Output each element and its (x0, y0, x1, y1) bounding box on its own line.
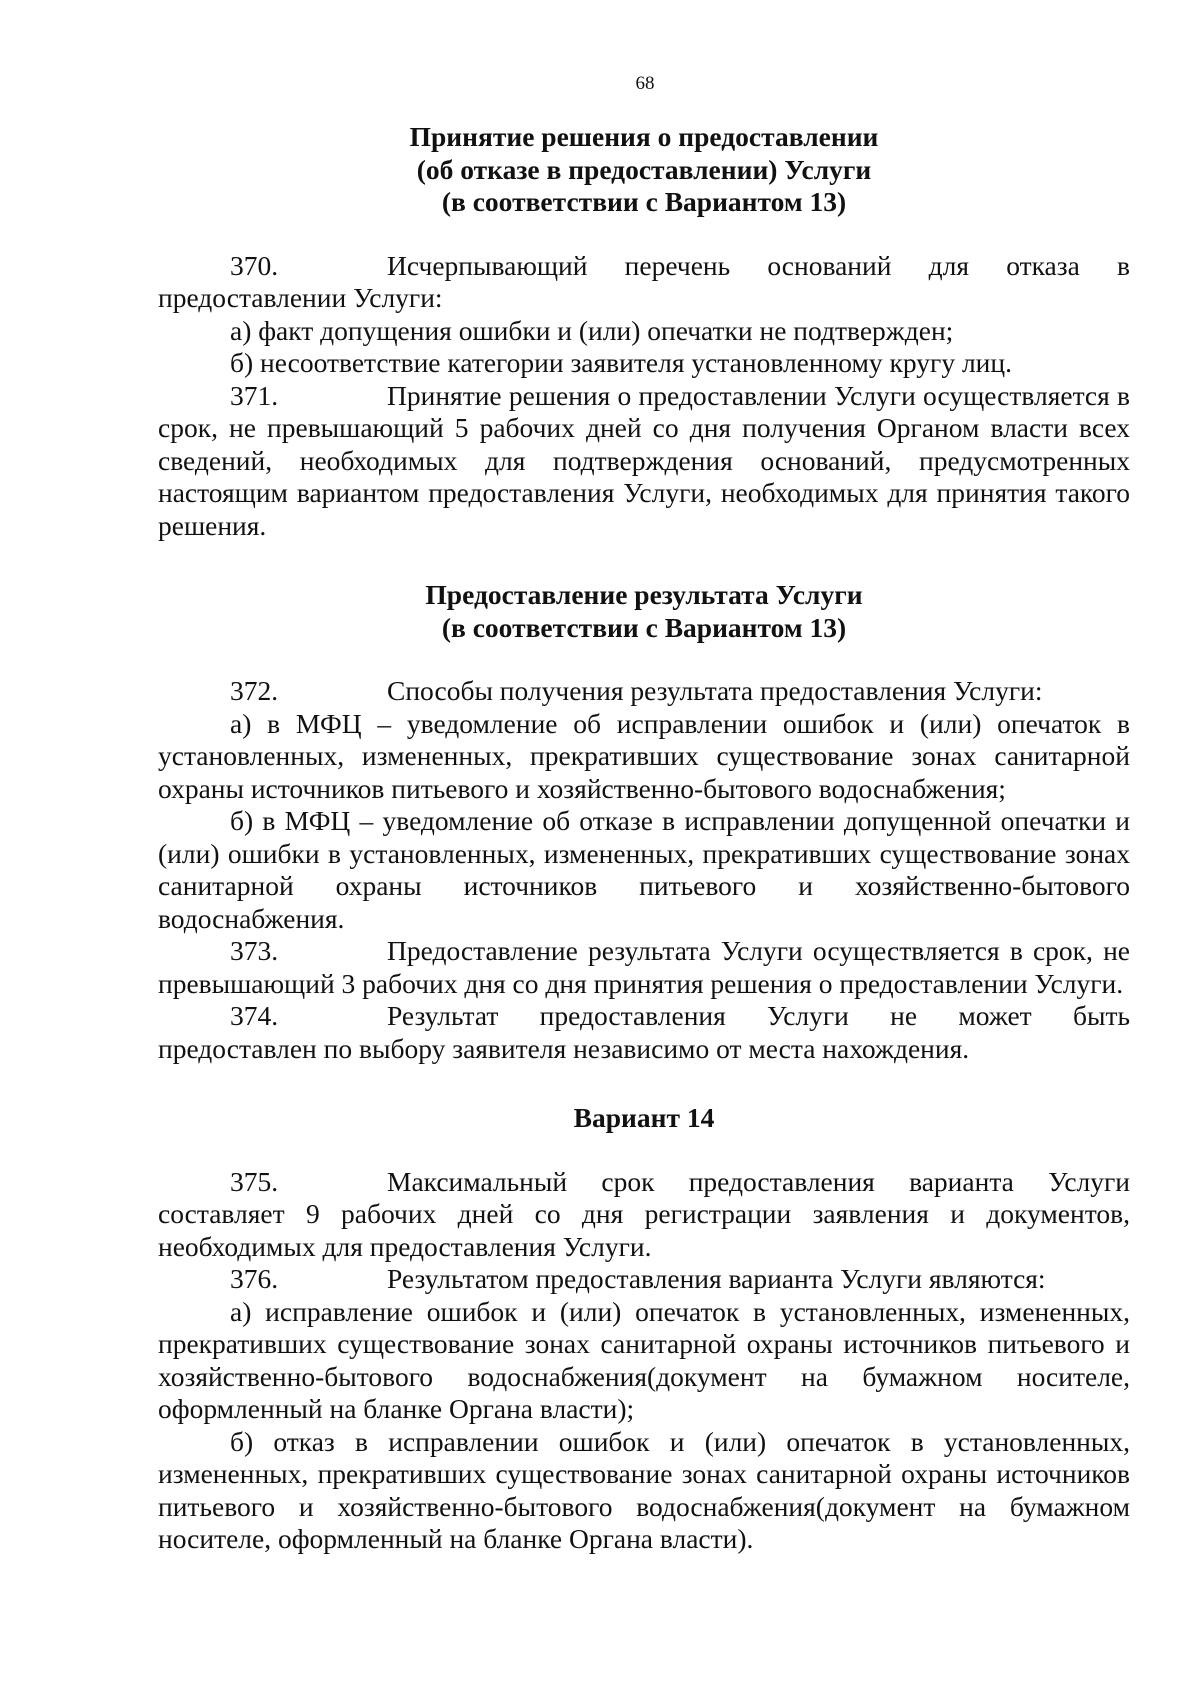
section-heading-decision (158, 121, 1130, 219)
paragraph-372-item-a: а) в МФЦ – уведомление об исправлении ошибок и (или) опечаток в установленных, измененных, прекративших существование зонах санитарной охраны источников питьевого и хозяйственно-бытового водоснабжения; (158, 707, 1130, 804)
section-heading-result (158, 579, 1130, 644)
paragraph-text: Результат предоставления Услуги не может быть (387, 1000, 1130, 1031)
paragraph-370-item-a: а) факт допущения ошибки и (или) опечатки не подтвержден; (230, 314, 954, 346)
paragraph-370-item-b: б) несоответствие категории заявителя установленному кругу лиц. (230, 347, 1012, 378)
paragraph-text: Принятие решения о предоставлении Услуги осуществляется в срок, не превышающий 5 рабочих дней со дня получения Органом власти всех сведений, необходимых для подтверждения оснований, предусмотренных настоящим вариантом предоставления Услуги, необходимых для принятия такого решения. (158, 379, 1130, 541)
paragraph-373 (158, 935, 1130, 1000)
page-number: 68 (635, 73, 655, 94)
paragraph-376-item-b: б) отказ в исправлении ошибок и (или) опечаток в установленных, измененных, прекративших существование зонах санитарной охраны источников питьевого и хозяйственно-бытового водоснабжения(документ на бумажном носителе, оформленный на бланке Органа власти). (158, 1425, 1130, 1554)
paragraph-number: 370. (230, 249, 279, 281)
paragraph-374-rest: предоставлен по выбору заявителя независимо от места нахождения. (158, 1032, 970, 1064)
section-heading-variant-14 (158, 1102, 1130, 1135)
paragraph-370-first-line (158, 250, 1130, 283)
paragraph-372 (158, 675, 1130, 708)
heading-line: (об отказе в предоставлении) Услуги (416, 153, 872, 185)
paragraph-371 (158, 380, 1130, 543)
paragraph-375 (158, 1166, 1130, 1264)
paragraph-text: Предоставление результата Услуги осуществляется в срок, не превышающий 3 рабочих дня со дня принятия решения о предоставлении Услуги. (158, 935, 1130, 999)
paragraph-text: Результатом предоставления варианта Услуги являются: (387, 1263, 1046, 1294)
heading-line: Вариант 14 (573, 1102, 715, 1133)
document-body (158, 121, 1130, 1556)
paragraph-number: 372. (230, 675, 279, 706)
heading-line: (в соответствии с Вариантом 13) (441, 186, 847, 217)
paragraph-text: Максимальный срок предоставления варианта Услуги составляет 9 рабочих дней со дня регистрации заявления и документов, необходимых для предоставления Услуги. (158, 1165, 1130, 1262)
paragraph-text: Способы получения результата предоставления Услуги: (387, 675, 1043, 706)
paragraph-376 (158, 1263, 1130, 1296)
paragraph-number: 374. (230, 1000, 279, 1031)
paragraph-374-first-line (158, 1000, 1130, 1033)
paragraph-376-item-a: а) исправление ошибок и (или) опечаток в установленных, измененных, прекративших существование зонах санитарной охраны источников питьевого и хозяйственно-бытового водоснабжения(документ на бумажном носителе, оформленный на бланке Органа власти); (158, 1295, 1130, 1424)
heading-line: (в соответствии с Вариантом 13) (441, 611, 847, 643)
paragraph-number: 371. (230, 379, 279, 411)
paragraph-text: Исчерпывающий перечень оснований для отказа в (387, 249, 1130, 281)
paragraph-number: 376. (230, 1263, 279, 1294)
paragraph-370-rest: предоставлении Услуги: (158, 282, 443, 313)
heading-line: Предоставление результата Услуги (425, 579, 863, 610)
paragraph-372-item-b: б) в МФЦ – уведомление об отказе в исправлении допущенной опечатки и (или) ошибки в установленных, измененных, прекративших существование зонах санитарной охраны источников питьевого и хозяйственно-бытового водоснабжения. (158, 805, 1130, 934)
heading-line: Принятие решения о предоставлении (409, 121, 879, 152)
paragraph-number: 373. (230, 935, 279, 966)
paragraph-number: 375. (230, 1165, 279, 1197)
